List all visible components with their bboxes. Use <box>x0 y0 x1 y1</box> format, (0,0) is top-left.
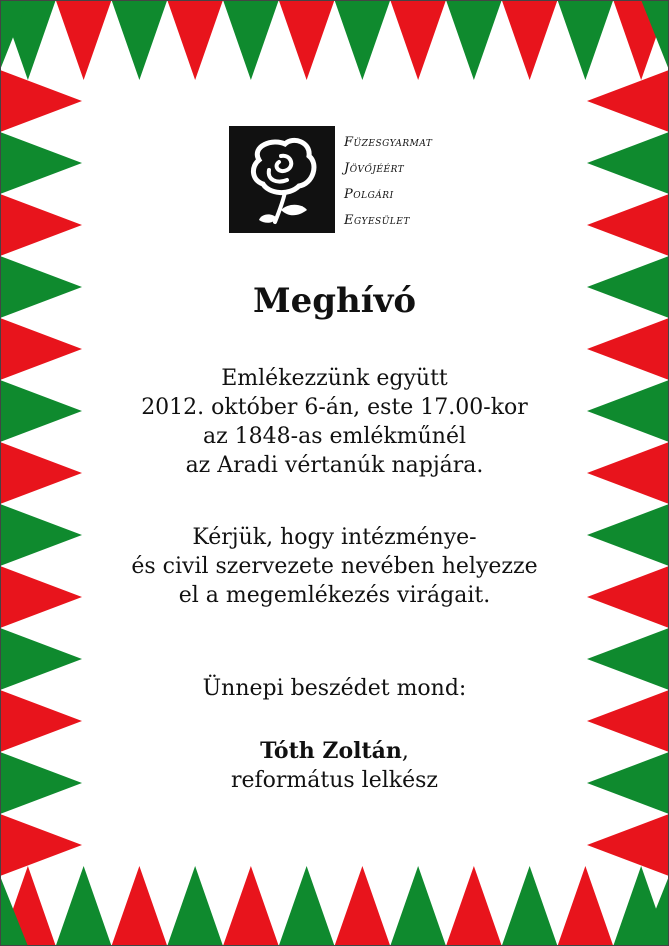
pennant-triangle <box>0 194 82 256</box>
pennant-triangle <box>167 0 223 80</box>
association-name <box>344 130 432 234</box>
pennant-triangle <box>279 0 335 80</box>
invitation-line: az 1848-as emlékműnél <box>202 424 467 449</box>
request-line: Kérjük, hogy intézménye- <box>192 525 477 550</box>
pennant-triangle <box>335 0 391 80</box>
pennant-triangle <box>279 866 335 946</box>
pennant-triangle <box>56 0 112 80</box>
pennant-triangle <box>0 814 82 876</box>
pennant-triangle <box>112 0 168 80</box>
rose-emblem-icon <box>229 126 335 233</box>
pennant-triangle <box>167 866 223 946</box>
invitation-line: az Aradi vértanúk napjára. <box>185 453 484 478</box>
pennant-triangle <box>390 0 446 80</box>
invitation-text <box>60 364 609 480</box>
speech-intro: Ünnepi beszédet mond: <box>202 676 467 701</box>
association-logo <box>229 126 439 233</box>
request-line: el a megemlékezés virágait. <box>178 583 491 608</box>
association-name-line: JÖVŐJÉÉRT <box>344 161 405 176</box>
page-title: Meghívó <box>252 281 417 321</box>
invitation-line: Emlékezzünk együtt <box>221 366 448 391</box>
pennant-triangle <box>223 0 279 80</box>
pennant-triangle <box>446 0 502 80</box>
pennant-triangle <box>502 0 558 80</box>
speaker <box>60 737 609 795</box>
speaker-role: református lelkész <box>230 768 439 793</box>
request-line: és civil szervezete nevében helyezze <box>131 554 538 579</box>
speaker-comma: , <box>401 739 409 764</box>
speaker-line <box>60 737 609 766</box>
pennant-triangle <box>587 132 669 194</box>
pennant-triangle <box>112 866 168 946</box>
pennant-triangle <box>0 70 82 132</box>
pennant-triangle <box>587 194 669 256</box>
association-name-line: EGYESÜLET <box>344 213 410 228</box>
pennant-triangle <box>390 866 446 946</box>
pennant-triangle <box>0 132 82 194</box>
request-text <box>60 523 609 610</box>
pennant-triangle <box>446 866 502 946</box>
pennant-triangle <box>587 70 669 132</box>
pennant-triangle <box>502 866 558 946</box>
association-name-line: FÜZESGYARMAT <box>344 135 433 150</box>
association-name-line: POLGÁRI <box>344 187 394 202</box>
speaker-name: Tóth Zoltán <box>260 738 402 764</box>
pennant-triangle <box>335 866 391 946</box>
pennant-triangle <box>587 814 669 876</box>
pennant-triangle <box>223 866 279 946</box>
pennant-triangle <box>558 0 614 80</box>
pennant-triangle <box>56 866 112 946</box>
invitation-line: 2012. október 6-án, este 17.00-kor <box>141 395 528 420</box>
pennant-triangle <box>558 866 614 946</box>
